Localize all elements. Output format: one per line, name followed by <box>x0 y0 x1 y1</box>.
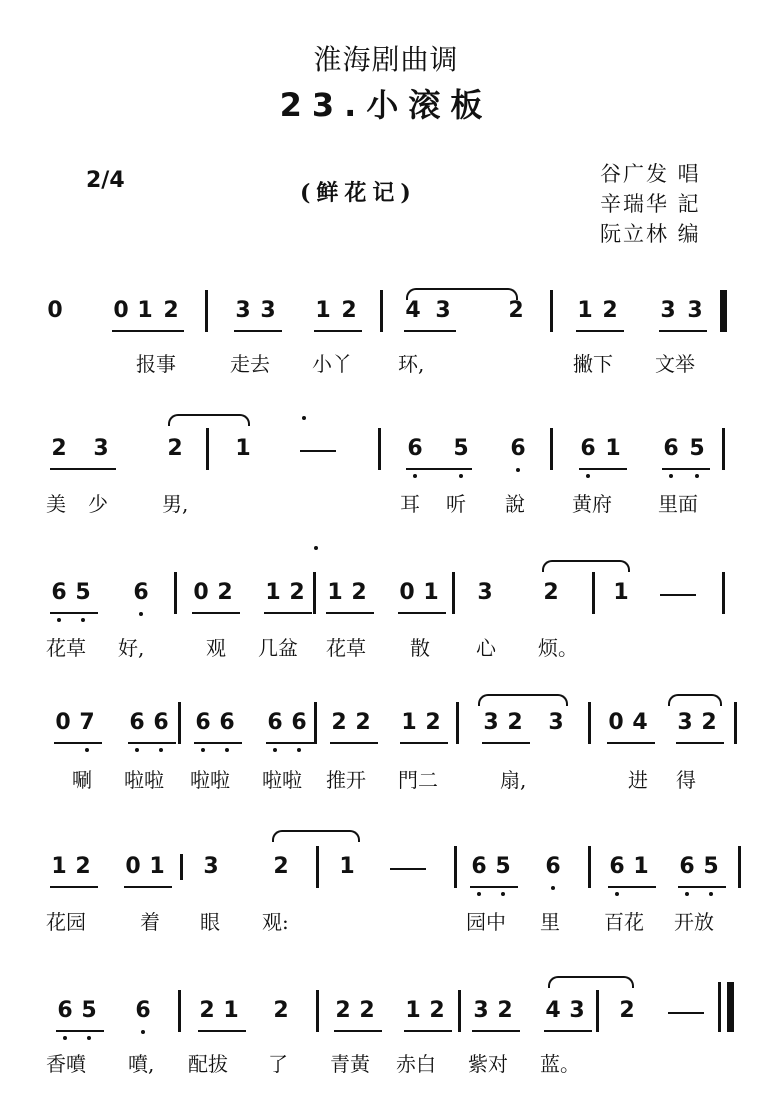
opera-subtitle: (鲜花记) <box>300 180 417 206</box>
barline <box>206 428 209 470</box>
barline <box>378 428 381 470</box>
lyric: 散 <box>410 636 430 660</box>
note: 3 <box>435 298 451 323</box>
low-octave-dot <box>551 886 555 890</box>
final-barline <box>718 982 721 1032</box>
note: 2 <box>335 998 351 1023</box>
barline <box>456 702 459 744</box>
note: 5 <box>495 854 511 879</box>
lyric: 門二 <box>398 768 438 792</box>
underline <box>404 330 456 332</box>
lyric: 花草 <box>46 636 86 660</box>
note: 2 <box>289 580 305 605</box>
barline <box>550 428 553 470</box>
barline <box>314 702 317 744</box>
note: 2 <box>199 998 215 1023</box>
underline <box>50 612 98 614</box>
underline <box>406 468 472 470</box>
credit-arranger: 阮立林 编 <box>600 222 701 246</box>
underline <box>544 1030 592 1032</box>
lyric: 文举 <box>655 352 695 376</box>
note: 4 <box>405 298 421 323</box>
lyric: 紫对 <box>468 1052 508 1076</box>
lyric: 啦啦 <box>190 768 230 792</box>
lyric: 配拔 <box>188 1052 228 1076</box>
underline <box>192 612 240 614</box>
barline <box>452 572 455 614</box>
lyric: 啦啦 <box>262 768 302 792</box>
note: 6 <box>609 854 625 879</box>
underline <box>576 330 624 332</box>
low-octave-dot <box>273 748 277 752</box>
low-octave-dot <box>81 618 85 622</box>
low-octave-dot <box>695 474 699 478</box>
lyric: 了 <box>268 1052 288 1076</box>
underline <box>54 742 102 744</box>
lyric: 走去 <box>230 352 270 376</box>
lyric: 环, <box>398 352 425 376</box>
underline <box>579 468 627 470</box>
lyric: 报事 <box>136 352 176 376</box>
extension-dash <box>668 1012 704 1014</box>
note: 1 <box>401 710 417 735</box>
note: 5 <box>703 854 719 879</box>
barline <box>734 702 737 744</box>
note: 2 <box>425 710 441 735</box>
extension-dash <box>300 450 336 452</box>
note: 2 <box>619 998 635 1023</box>
low-octave-dot <box>141 1030 145 1034</box>
underline <box>330 742 378 744</box>
lyric: 美 <box>46 492 66 516</box>
note: 5 <box>689 436 705 461</box>
lyric: 小丫 <box>312 352 352 376</box>
note: 2 <box>341 298 357 323</box>
low-octave-dot <box>615 892 619 896</box>
underline <box>482 742 530 744</box>
underline <box>264 612 312 614</box>
note: 2 <box>359 998 375 1023</box>
note: 6 <box>51 580 67 605</box>
note: 3 <box>548 710 564 735</box>
note: 2 <box>508 298 524 323</box>
lyric: 少 <box>88 492 108 516</box>
note: 0 <box>193 580 209 605</box>
barline <box>722 428 725 470</box>
note: 3 <box>569 998 585 1023</box>
lyric: 花草 <box>326 636 366 660</box>
note: 6 <box>545 854 561 879</box>
note: 3 <box>473 998 489 1023</box>
note: 6 <box>133 580 149 605</box>
note: 1 <box>137 298 153 323</box>
note: 2 <box>602 298 618 323</box>
note: 1 <box>405 998 421 1023</box>
lyric: 說 <box>505 492 525 516</box>
staff-line-3 <box>0 546 772 666</box>
lyric: 啦啦 <box>124 768 164 792</box>
genre-heading: 淮海剧曲调 <box>313 43 459 76</box>
note: 1 <box>327 580 343 605</box>
note: 3 <box>93 436 109 461</box>
lyric: 听 <box>446 492 466 516</box>
barline <box>178 990 181 1032</box>
lyric: 唰 <box>72 768 92 792</box>
barline <box>458 990 461 1032</box>
lyric: 扇, <box>500 768 527 792</box>
lyric: 蓝。 <box>540 1052 580 1076</box>
note: 3 <box>483 710 499 735</box>
underline <box>326 612 374 614</box>
underline <box>608 886 656 888</box>
lyric: 观: <box>262 910 289 934</box>
note: 1 <box>339 854 355 879</box>
note: 6 <box>407 436 423 461</box>
barline <box>380 290 383 332</box>
song-title: 23.小滚板 <box>279 86 493 124</box>
note: 0 <box>608 710 624 735</box>
note: 7 <box>79 710 95 735</box>
low-octave-dot <box>685 892 689 896</box>
note: 1 <box>223 998 239 1023</box>
low-octave-dot <box>201 748 205 752</box>
underline <box>398 612 446 614</box>
note: 2 <box>273 854 289 879</box>
note: 2 <box>75 854 91 879</box>
note: 2 <box>331 710 347 735</box>
high-octave-dot <box>302 416 306 420</box>
note: 6 <box>510 436 526 461</box>
note: 1 <box>613 580 629 605</box>
underline <box>198 1030 246 1032</box>
note: 2 <box>429 998 445 1023</box>
lyric: 着 <box>140 910 160 934</box>
note: 3 <box>477 580 493 605</box>
underline <box>404 1030 452 1032</box>
note: 1 <box>577 298 593 323</box>
low-octave-dot <box>225 748 229 752</box>
barline <box>316 990 319 1032</box>
lyric: 撇下 <box>573 352 613 376</box>
barline <box>180 854 183 880</box>
barline <box>592 572 595 614</box>
lyric: 好, <box>118 636 145 660</box>
lyric: 得 <box>676 768 696 792</box>
note: 0 <box>47 298 63 323</box>
note: 4 <box>632 710 648 735</box>
barline <box>316 846 319 888</box>
barline <box>454 846 457 888</box>
note: 1 <box>51 854 67 879</box>
underline <box>400 742 448 744</box>
barline <box>178 702 181 744</box>
low-octave-dot <box>85 748 89 752</box>
underline <box>234 330 282 332</box>
barline <box>720 290 727 332</box>
note: 1 <box>605 436 621 461</box>
high-octave-dot <box>314 546 318 550</box>
note: 1 <box>315 298 331 323</box>
note: 5 <box>453 436 469 461</box>
lyric: 进 <box>628 768 648 792</box>
lyric: 百花 <box>604 910 644 934</box>
lyric: 里面 <box>658 492 698 516</box>
note: 1 <box>265 580 281 605</box>
extension-dash <box>660 594 696 596</box>
note: 6 <box>267 710 283 735</box>
low-octave-dot <box>63 1036 67 1040</box>
barline <box>174 572 177 614</box>
lyric: 青黃 <box>330 1052 370 1076</box>
low-octave-dot <box>297 748 301 752</box>
underline <box>56 1030 104 1032</box>
barline <box>588 702 591 744</box>
note: 2 <box>497 998 513 1023</box>
note: 2 <box>701 710 717 735</box>
underline <box>266 742 314 744</box>
lyric: 心 <box>476 636 496 660</box>
lyric: 观 <box>206 636 226 660</box>
note: 2 <box>351 580 367 605</box>
low-octave-dot <box>501 892 505 896</box>
note: 2 <box>167 436 183 461</box>
extension-dash <box>390 868 426 870</box>
lyric: 里 <box>540 910 560 934</box>
underline <box>678 886 726 888</box>
note: 3 <box>260 298 276 323</box>
note: 1 <box>423 580 439 605</box>
underline <box>314 330 362 332</box>
underline <box>124 886 172 888</box>
low-octave-dot <box>413 474 417 478</box>
note: 1 <box>149 854 165 879</box>
underline <box>662 468 710 470</box>
lyric: 香噴 <box>46 1052 86 1076</box>
note: 6 <box>679 854 695 879</box>
staff-line-1 <box>0 288 772 408</box>
lyric: 推开 <box>326 768 366 792</box>
note: 1 <box>633 854 649 879</box>
note: 6 <box>129 710 145 735</box>
barline <box>550 290 553 332</box>
lyric: 园中 <box>466 910 506 934</box>
note: 0 <box>399 580 415 605</box>
barline <box>596 990 599 1032</box>
staff-line-5 <box>0 818 772 938</box>
lyric: 开放 <box>674 910 714 934</box>
credit-recorder: 辛瑞华 記 <box>600 192 701 216</box>
barline <box>588 846 591 888</box>
low-octave-dot <box>459 474 463 478</box>
lyric: 花园 <box>46 910 86 934</box>
underline <box>470 886 518 888</box>
note: 6 <box>663 436 679 461</box>
lyric: 耳 <box>400 492 420 516</box>
underline <box>112 330 184 332</box>
slur <box>272 830 360 842</box>
low-octave-dot <box>516 468 520 472</box>
note: 0 <box>55 710 71 735</box>
low-octave-dot <box>135 748 139 752</box>
low-octave-dot <box>87 1036 91 1040</box>
lyric: 黄府 <box>572 492 612 516</box>
underline <box>676 742 724 744</box>
credit-singer: 谷广发 唱 <box>600 162 701 186</box>
low-octave-dot <box>139 612 143 616</box>
note: 0 <box>113 298 129 323</box>
note: 3 <box>660 298 676 323</box>
note: 2 <box>163 298 179 323</box>
slur <box>478 694 568 706</box>
lyric: 烦。 <box>538 636 578 660</box>
note: 6 <box>291 710 307 735</box>
note: 2 <box>51 436 67 461</box>
staff-line-4 <box>0 684 772 804</box>
slur <box>548 976 634 988</box>
low-octave-dot <box>57 618 61 622</box>
note: 6 <box>153 710 169 735</box>
note: 5 <box>81 998 97 1023</box>
note: 3 <box>235 298 251 323</box>
note: 2 <box>273 998 289 1023</box>
lyric: 男, <box>162 492 189 516</box>
note: 6 <box>580 436 596 461</box>
underline <box>50 468 116 470</box>
underline <box>50 886 98 888</box>
note: 5 <box>75 580 91 605</box>
underline <box>194 742 242 744</box>
low-octave-dot <box>709 892 713 896</box>
staff-line-2 <box>0 412 772 532</box>
slur <box>542 560 630 572</box>
low-octave-dot <box>477 892 481 896</box>
note: 3 <box>687 298 703 323</box>
underline <box>607 742 655 744</box>
time-signature: 2/4 <box>86 168 125 193</box>
underline <box>128 742 176 744</box>
note: 1 <box>235 436 251 461</box>
final-barline-thick <box>727 982 734 1032</box>
slur <box>668 694 722 706</box>
barline <box>738 846 741 888</box>
note: 2 <box>507 710 523 735</box>
barline <box>205 290 208 332</box>
note: 6 <box>195 710 211 735</box>
note: 2 <box>355 710 371 735</box>
note: 6 <box>135 998 151 1023</box>
note: 6 <box>471 854 487 879</box>
underline <box>659 330 707 332</box>
note: 2 <box>543 580 559 605</box>
lyric: 赤白 <box>396 1052 436 1076</box>
note: 4 <box>545 998 561 1023</box>
note: 6 <box>57 998 73 1023</box>
low-octave-dot <box>669 474 673 478</box>
lyric: 眼 <box>200 910 220 934</box>
lyric: 噴, <box>128 1052 155 1076</box>
staff-line-6 <box>0 960 772 1080</box>
underline <box>472 1030 520 1032</box>
note: 2 <box>217 580 233 605</box>
note: 6 <box>219 710 235 735</box>
note: 0 <box>125 854 141 879</box>
low-octave-dot <box>159 748 163 752</box>
slur <box>168 414 250 426</box>
barline <box>722 572 725 614</box>
low-octave-dot <box>586 474 590 478</box>
note: 3 <box>203 854 219 879</box>
note: 3 <box>677 710 693 735</box>
underline <box>334 1030 382 1032</box>
barline <box>313 572 316 614</box>
lyric: 几盆 <box>258 636 298 660</box>
